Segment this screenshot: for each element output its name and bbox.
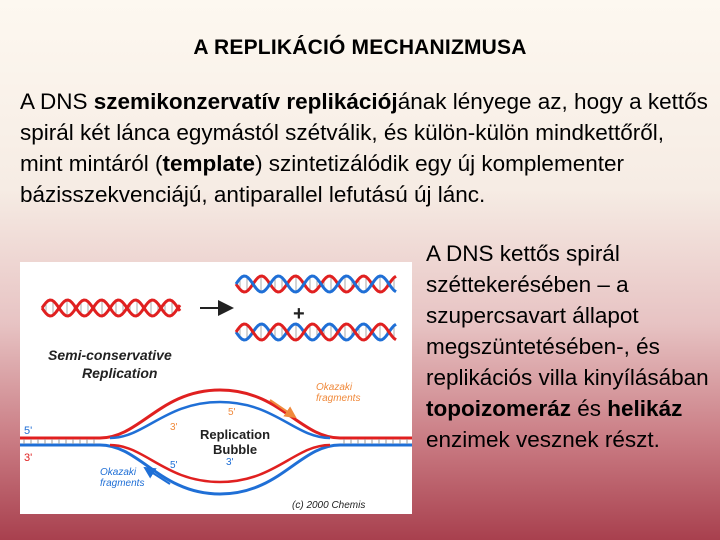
label-3-left: 3' [24, 452, 33, 464]
main-paragraph [20, 86, 710, 210]
okazaki-bottom-label-2: fragments [100, 478, 145, 489]
label-5-inner-2: 5' [170, 460, 178, 471]
slide-title: A REPLIKÁCIÓ MECHANIZMUSA [193, 36, 527, 59]
label-3-inner: 3' [170, 422, 178, 433]
copyright-label: (c) 2000 Chemis [292, 500, 366, 511]
bubble-label-2: Bubble [213, 442, 258, 457]
side-paragraph [426, 238, 716, 455]
label-5-left: 5' [24, 425, 33, 437]
para-bold-1: szemikonzervatív replikációj [93, 89, 398, 114]
okazaki-bottom-label: Okazaki [100, 467, 137, 478]
para-text-1: A DNS [20, 89, 94, 114]
side-bold-helikaz: helikáz [607, 396, 683, 421]
okazaki-top-label-2: fragments [316, 393, 361, 404]
label-3-inner-2: 3' [226, 457, 234, 468]
semi-conservative-label: Semi-conservative [48, 347, 172, 363]
bubble-label: Replication [200, 427, 271, 442]
side-text-3: enzimek vesznek részt. [426, 427, 660, 452]
side-text-2: és [571, 396, 608, 421]
side-bold-topoizomeraz: topoizomeráz [426, 396, 572, 421]
replication-label: Replication [82, 365, 158, 381]
para-bold-2: template [162, 151, 256, 176]
daughter-helix-1 [236, 276, 396, 292]
label-5-inner: 5' [228, 407, 236, 418]
side-text-1: A DNS kettős spirál széttekerésében – a szupercsavart állapot megszüntetésében-, és replikációs villa kinyílásában [426, 241, 709, 390]
plus-sign: + [293, 303, 305, 325]
para-text-2: ának lényege az, hogy a kettős spirál két lánca egymástól szétválik, és külön-külön mindkettőről, mint mintáról ( [20, 89, 708, 176]
para-text-3: ) szintetizálódik egy új komplementer bázisszekvenciájú, antiparallel lefutású új lánc. [20, 151, 624, 207]
replication-figure [20, 262, 412, 514]
parent-helix [42, 300, 180, 316]
okazaki-top-label: Okazaki [316, 382, 353, 393]
daughter-helix-2 [236, 324, 396, 340]
replication-diagram [20, 262, 412, 514]
